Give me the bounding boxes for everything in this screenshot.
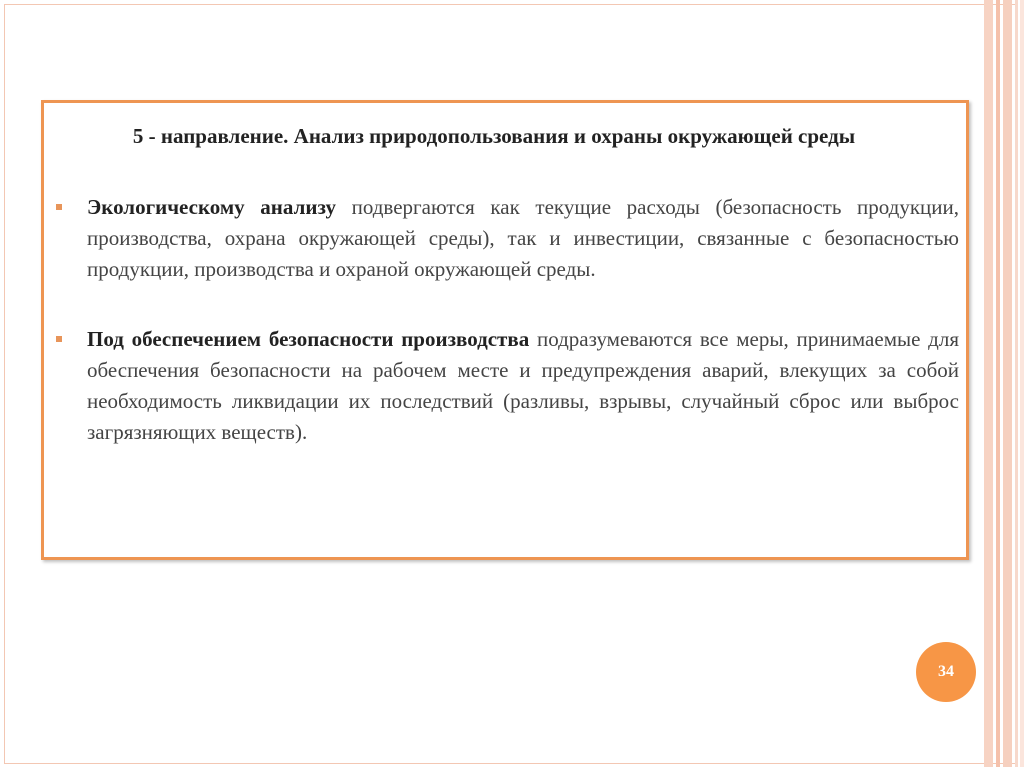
bullet-body: подвергаются как текущие расходы (безопасность продукции, производства, охрана окружающей среды), так и инвестиции, связанные с безопасностью продукции, производства и охраной окружающей среды. xyxy=(87,195,960,281)
bullet-text xyxy=(87,192,959,285)
decorative-stripe xyxy=(996,0,1000,767)
bullet-marker xyxy=(56,336,62,342)
bullet-item xyxy=(56,192,960,285)
decorative-stripe xyxy=(1020,0,1024,767)
bullet-item xyxy=(56,324,959,448)
bullet-text xyxy=(87,324,959,448)
bullet-lead: Под обеспечением безопасности производства xyxy=(87,327,530,351)
bullet-body: подразумеваются все меры, принимаемые для обеспечения безопасности на рабочем месте и предупреждения аварий, влекущих за собой необходимость ликвидации их последствий (разливы, взрывы, случайный сброс или выброс загрязняющих веществ). xyxy=(87,327,959,444)
decorative-stripe xyxy=(984,0,993,767)
decorative-stripe xyxy=(1015,0,1018,767)
decorative-stripe xyxy=(1003,0,1012,767)
bullet-marker xyxy=(56,204,62,210)
content-box xyxy=(41,100,969,560)
slide-title: 5 - направление. Анализ природопользования и охраны окружающей среды xyxy=(132,124,856,148)
bullet-lead: Экологическому анализу xyxy=(87,195,336,219)
page-number-badge: 34 xyxy=(916,642,976,702)
